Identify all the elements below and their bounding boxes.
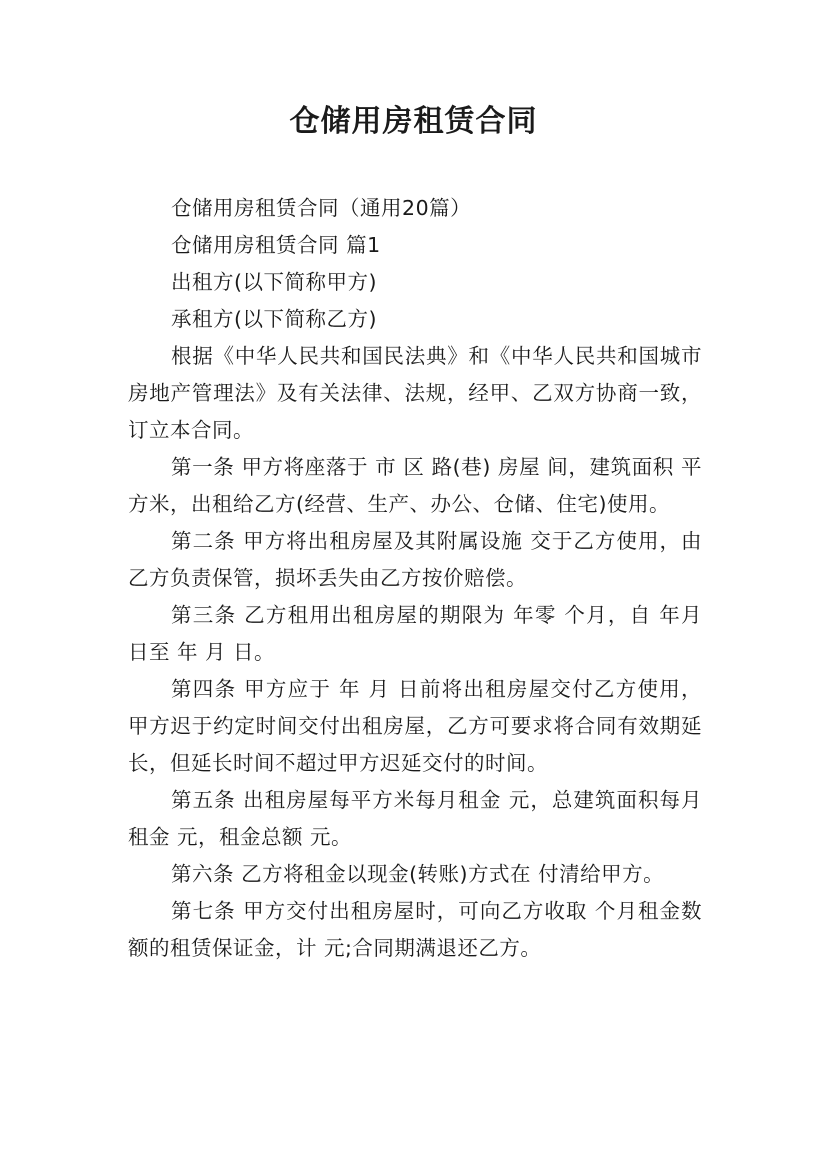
paragraph-article-2: 第二条 甲方将出租房屋及其附属设施 交于乙方使用，由乙方负责保管，损坏丢失由乙方按价赔偿。 [128,529,702,590]
paragraph-article-4: 第四条 甲方应于 年 月 日前将出租房屋交付乙方使用，甲方迟于约定时间交付出租房屋，乙方可要求将合同有效期延长，但延长时间不超过甲方迟延交付的时间。 [128,677,702,775]
paragraph-article-6: 第六条 乙方将租金以现金(转账)方式在 付清给甲方。 [171,862,665,886]
document-body [128,190,702,967]
paragraph-heading: 仓储用房租赁合同（通用20篇） [171,196,472,220]
paragraph-preamble: 根据《中华人民共和国民法典》和《中华人民共和国城市房地产管理法》及有关法律、法规，经甲、乙双方协商一致，订立本合同。 [128,344,702,442]
paragraph-section-label: 仓储用房租赁合同 篇1 [171,233,381,257]
paragraph-lessor: 出租方(以下简称甲方) [171,270,378,294]
paragraph-article-7: 第七条 甲方交付出租房屋时，可向乙方收取 个月租金数额的租赁保证金，计 元;合同期满退还乙方。 [128,899,702,960]
paragraph-article-1: 第一条 甲方将座落于 市 区 路(巷) 房屋 间，建筑面积 平方米，出租给乙方(经营、生产、办公、仓储、住宅)使用。 [128,455,702,516]
document-title: 仓储用房租赁合同 [289,104,538,139]
paragraph-article-3: 第三条 乙方租用出租房屋的期限为 年零 个月，自 年月 日至 年 月 日。 [128,603,702,664]
paragraph-article-5: 第五条 出租房屋每平方米每月租金 元，总建筑面积每月租金 元，租金总额 元。 [128,788,702,849]
paragraph-lessee: 承租方(以下简称乙方) [171,307,378,331]
